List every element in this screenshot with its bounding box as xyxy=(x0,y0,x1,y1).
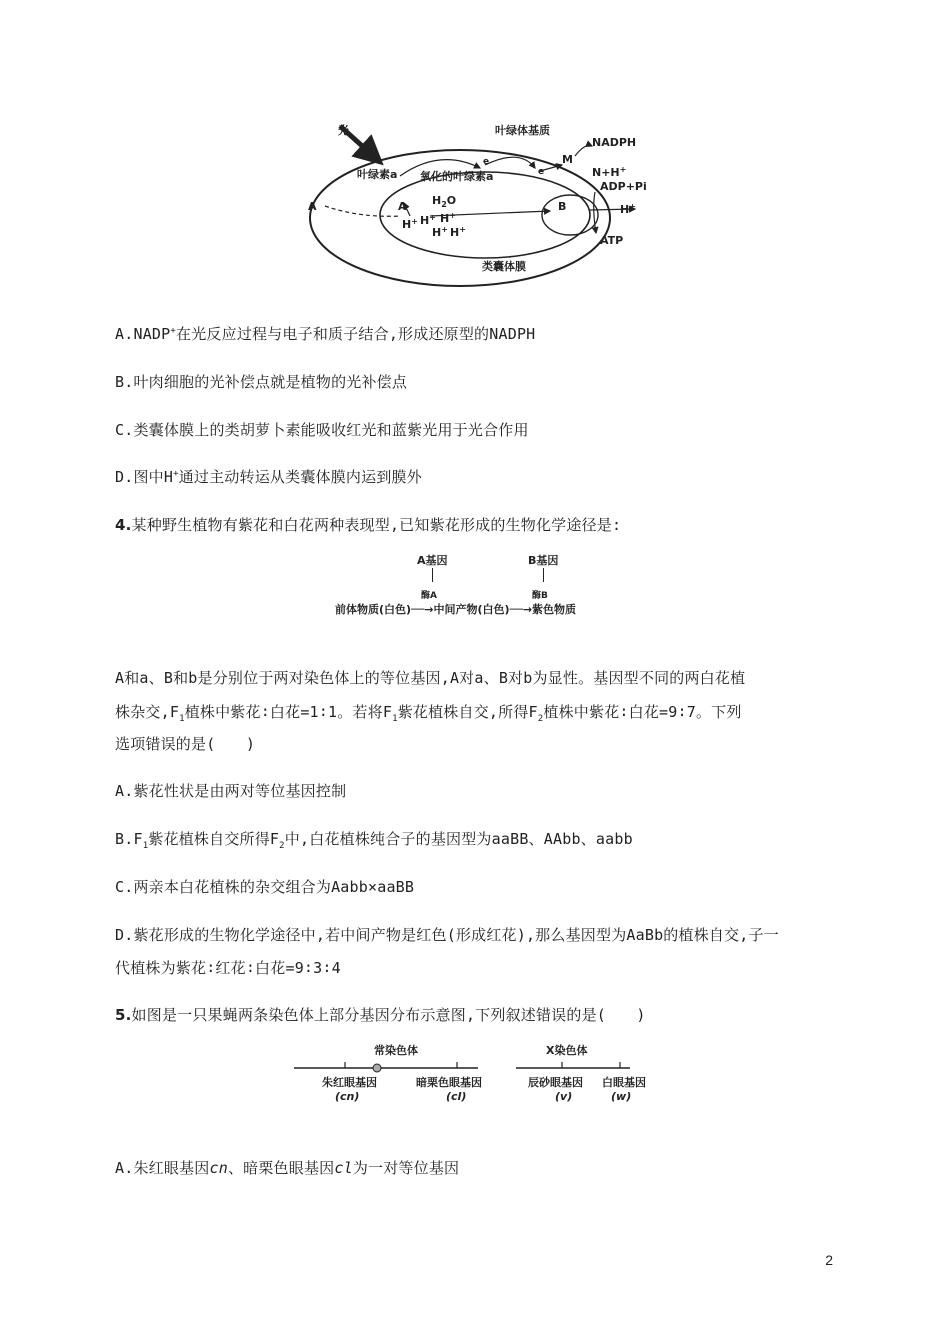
h-out-label: H+ xyxy=(620,202,636,216)
gene-a-label: A基因 xyxy=(417,554,448,567)
gene-cn-symbol: (cn) xyxy=(335,1090,360,1103)
a-inner-label: A xyxy=(398,200,407,213)
q4-option-c: C.两亲本白花植株的杂交组合为Aabb×aaBB xyxy=(115,878,415,896)
svg-text:H+: H+ xyxy=(450,225,466,239)
b-label: B xyxy=(558,200,567,213)
gene-w-symbol: (w) xyxy=(611,1090,632,1103)
light-label: 光 xyxy=(338,124,349,137)
q4-option-d-line1: D.紫花形成的生物化学途径中,若中间产物是红色(形成红花),那么基因型为AaBb的植株自交,子一 xyxy=(115,926,779,944)
h2o-label: $H_2O$ xyxy=(432,194,457,209)
gene-v-symbol: (v) xyxy=(555,1090,573,1103)
oxidized-chl-label: 氧化的叶绿素a xyxy=(420,170,494,183)
electron-2: e xyxy=(538,167,545,177)
q3-option-a: A.NADP+在光反应过程与电子和质子结合,形成还原型的NADPH xyxy=(115,325,536,343)
q4-para-2: 株杂交$,F_1$植株中紫花∶白花=1∶1。若将$F_1$紫花植株自交,所得$F_2$植株中紫花∶白花=9∶7。下列 xyxy=(115,703,742,724)
q4-stem: 4.某种野生植物有紫花和白花两种表现型,已知紫花形成的生物化学途径是: xyxy=(115,516,622,534)
enzyme-b-label: 酶B xyxy=(532,591,548,601)
q5-option-a: A.朱红眼基因cn、暗栗色眼基因cl为一对等位基因 xyxy=(115,1159,460,1177)
gene-b-label: B基因 xyxy=(528,554,559,567)
page-number: 2 xyxy=(825,1252,833,1268)
pathway-text: 前体物质(白色)──→中间产物(白色)──→紫色物质 xyxy=(335,603,577,616)
gene-cl-label: 暗栗色眼基因 xyxy=(416,1076,482,1089)
svg-text:H+: H+ xyxy=(402,217,418,231)
stroma-label: 叶绿体基质 xyxy=(495,124,550,137)
a-outer-label: A xyxy=(308,200,317,213)
svg-text:H+: H+ xyxy=(440,211,456,225)
q4-para-3: 选项错误的是( ) xyxy=(115,735,256,753)
chlorophyll-label: 叶绿素a xyxy=(357,168,398,181)
nadph-label: NADPH xyxy=(592,136,637,149)
svg-text:H+: H+ xyxy=(432,225,448,239)
gene-cn-label: 朱红眼基因 xyxy=(322,1076,377,1089)
enzyme-a-label: 酶A xyxy=(421,591,437,601)
n-h-label: N+H+ xyxy=(592,165,627,179)
adp-label: ADP+Pi xyxy=(600,180,647,193)
q4-option-a: A.紫花性状是由两对等位基因控制 xyxy=(115,782,347,800)
gene-v-label: 辰砂眼基因 xyxy=(528,1076,583,1089)
thylakoid-diagram xyxy=(300,118,660,318)
q5-stem: 5.如图是一只果蝇两条染色体上部分基因分布示意图,下列叙述错误的是( ) xyxy=(115,1006,646,1024)
x-chromosome-label: X染色体 xyxy=(546,1044,588,1057)
q3-option-d: D.图中H+通过主动转运从类囊体膜内运到膜外 xyxy=(115,468,422,486)
q4-option-b: $B.F_1$紫花植株自交所得$F_2$中,白花植株纯合子的基因型为aaBB、AAbb、aabb xyxy=(115,830,633,851)
q4-para-1: A和a、B和b是分别位于两对染色体上的等位基因,A对a、B对b为显性。基因型不同的两白花植 xyxy=(115,669,746,687)
q4-pathway-figure xyxy=(335,552,625,622)
q3-option-c: C.类囊体膜上的类胡萝卜素能吸收红光和蓝紫光用于光合作用 xyxy=(115,421,529,439)
gene-cl-symbol: (cl) xyxy=(446,1090,467,1103)
svg-text:H+: H+ xyxy=(420,213,436,227)
membrane-label: 类囊体膜 xyxy=(482,260,526,273)
atp-label: ATP xyxy=(600,234,624,247)
m-label: M xyxy=(562,153,573,166)
chromosome-figure xyxy=(290,1040,660,1112)
electron-1: e xyxy=(483,157,490,167)
gene-w-label: 白眼基因 xyxy=(602,1076,646,1089)
autosome-label: 常染色体 xyxy=(374,1044,418,1057)
q4-option-d-line2: 代植株为紫花∶红花∶白花=9∶3∶4 xyxy=(115,959,341,977)
q3-option-b: B.叶肉细胞的光补偿点就是植物的光补偿点 xyxy=(115,373,408,391)
